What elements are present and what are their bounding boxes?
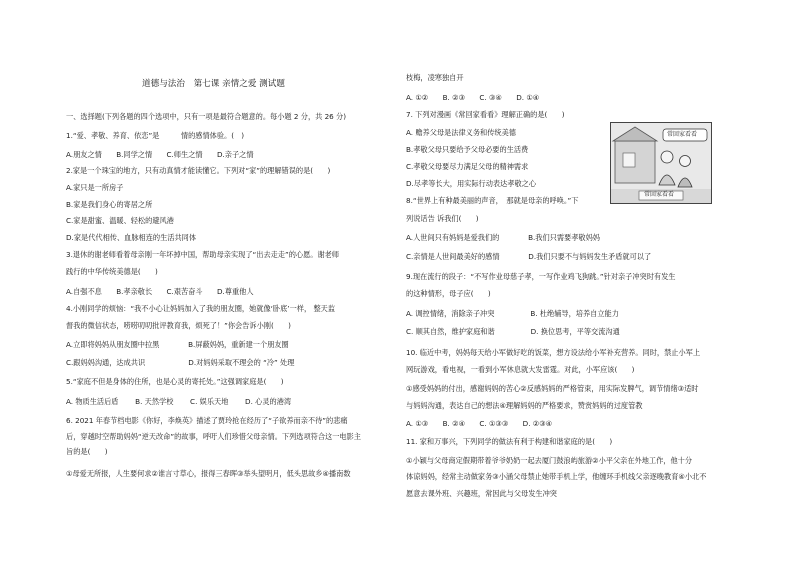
- left-text-line: 5.“家庭不但是身体的住所，也是心灵的寄托处。”这强调家庭是( ): [66, 377, 284, 386]
- right-text-line: C.孝敬父母要尽力满足父母的精神需求: [406, 162, 529, 171]
- right-text-line: 愿意去课外班、兴趣班，常因此与父母发生冲突: [406, 489, 557, 498]
- left-text-line: C.家是甜蜜、温暖、轻松的避风港: [66, 216, 174, 225]
- cartoon-sign-text: 常回家看看: [667, 131, 698, 138]
- left-text-line: 4.小刚同学的烦恼：“我不小心让妈妈加入了我的朋友圈，她就像‘卧底’一样， 整天监: [66, 304, 336, 313]
- right-text-line: A.人世间只有妈妈是爱我们的 B.我们只需要孝敬妈妈: [406, 233, 600, 242]
- right-text-line: A. ①② B. ②③ C. ③④ D. ①④: [406, 93, 540, 102]
- left-text-line: A.立即将妈妈从朋友圈中拉黑 B.屏蔽妈妈，重新建一个朋友圈: [66, 340, 289, 349]
- left-text-line: D.家是代代相传、血脉相连的生活共同体: [66, 233, 197, 242]
- right-text-line: 的这种情形，母子应( ): [406, 289, 491, 298]
- left-text-line: 1.“爱、孝敬、养育、依恋”是 情的感情体验。( ): [66, 131, 245, 140]
- left-text-line: B.家是我们身心的寄居之所: [66, 200, 153, 209]
- right-text-line: ①小颖与父母商定假期带着爷爷奶奶一起去厦门鼓浪屿旅游②小平父亲在外地工作，他十分: [406, 456, 693, 465]
- left-text-line: 践行的中华传统美德是( ): [66, 267, 158, 276]
- left-text-line: 2.家是一个珠宝的地方，只有动真情才能读懂它。下列对“家”的理解错误的是( ): [66, 166, 331, 175]
- left-text-line: A.朋友之情 B.同学之情 C.师生之情 D.亲子之情: [66, 150, 254, 159]
- left-text-line: 督我的微信状态，唠唠叨叨批评教育我，烦死了！”你会告诉小刚( ): [66, 321, 291, 330]
- left-text-line: A. 物质生活后盾 B. 天然学校 C. 娱乐天地 D. 心灵的港湾: [66, 397, 292, 406]
- left-text-line: C.跟妈妈沟通，达成共识 D.对妈妈采取不理会的 “冷” 处理: [66, 358, 295, 367]
- left-text-line: ①母爱无所报，人生要何求②谁言寸草心，报得三春晖③举头望明月，低头思故乡④播南数: [66, 469, 351, 478]
- right-text-line: 9.现在流行的段子：“不写作业母慈子孝，一写作业鸡飞狗跳。”针对亲子冲突时有发生: [406, 272, 676, 281]
- left-text-line: 3.退休的谢老师看着母亲刚一年坏掉中国，帮助母亲实现了“出去走走”的心愿。谢老师: [66, 250, 340, 259]
- right-text-line: 列说话告 诉我们( ): [406, 214, 479, 223]
- right-text-line: 11. 家和万事兴，下列同学的做法有利于构建和谐家庭的是( ): [406, 437, 613, 446]
- left-text-line: A.自强不息 B.孝亲敬长 C.艰苦奋斗 D.尊重他人: [66, 287, 254, 296]
- left-text-line: 6. 2021 年春节档电影《你好，李焕英》描述了贾玲抢在经历了“子欲养而亲不待”的悲痛: [66, 416, 348, 425]
- cartoon-caption: 常回家看看: [644, 191, 675, 198]
- right-text-line: D.尽孝等长大，用实际行动表达孝敬之心: [406, 179, 537, 188]
- right-text-line: 与妈妈沟通，表达自己的想法④理解妈妈的严格要求，赞赏妈妈的过度管教: [406, 401, 643, 410]
- left-text-line: 旨的是( ): [66, 447, 108, 456]
- right-text-line: 网玩游戏，看电视，一看到小军休息就大发雷霆。对此，小军应该( ): [406, 365, 635, 374]
- right-text-line: 10. 临近中考，妈妈每天给小军做好吃的饭菜，想方设法给小军补充营养。同时，禁止小军上: [406, 348, 701, 357]
- right-text-line: A. ①③ B. ②④ C. ①③③ D. ②③④: [406, 419, 553, 428]
- right-text-line: B.孝敬父母只要给予父母必要的生活费: [406, 145, 529, 154]
- left-text-line: 一、选择题(下列各题的四个选项中，只有一项是最符合题意的。每小题 2 分，共 26 分): [66, 112, 347, 121]
- right-text-line: 体谅妈妈，经常主动做家务③小涵父母禁止她带手机上学，他缠环手机线父亲逐晚教育④小北不: [406, 472, 707, 481]
- cartoon-image: [610, 122, 712, 204]
- right-text-line: ①感受妈妈的付出，感谢妈妈的苦心②反感妈妈的严格管束，用实际发脾气，调节情绪③适时: [406, 384, 699, 393]
- right-text-line: A. 调控情绪，消除亲子冲突 B. 杜绝辅导，培养自立能力: [406, 309, 619, 318]
- page-title: 道德与法治 第七课 亲情之爱 测试题: [142, 79, 285, 89]
- right-text-line: C. 顺其自然，维护家庭和谐 D. 换位思考，平等交流沟通: [406, 327, 620, 336]
- right-text-line: C.亲情是人世间最美好的感情 D.我们只要不与妈妈发生矛盾就可以了: [406, 252, 652, 261]
- left-text-line: 后，穿越时空帮助妈妈“逆天改命”的故事，呼吁人们珍惜父母亲情。下列选项符合这一电影主: [66, 432, 361, 441]
- right-text-line: 7. 下列对漫画《常回家看看》理解正确的是( ): [406, 110, 565, 119]
- left-text-line: A.家只是一所房子: [66, 183, 124, 192]
- right-text-line: A. 赡养父母是法律义务和传统美德: [406, 128, 516, 137]
- right-text-line: 8.“世界上有种最美丽的声音， 那就是母亲的呼唤。”下: [406, 196, 579, 205]
- right-text-line: 枝梅，凌寒独自开: [406, 73, 464, 82]
